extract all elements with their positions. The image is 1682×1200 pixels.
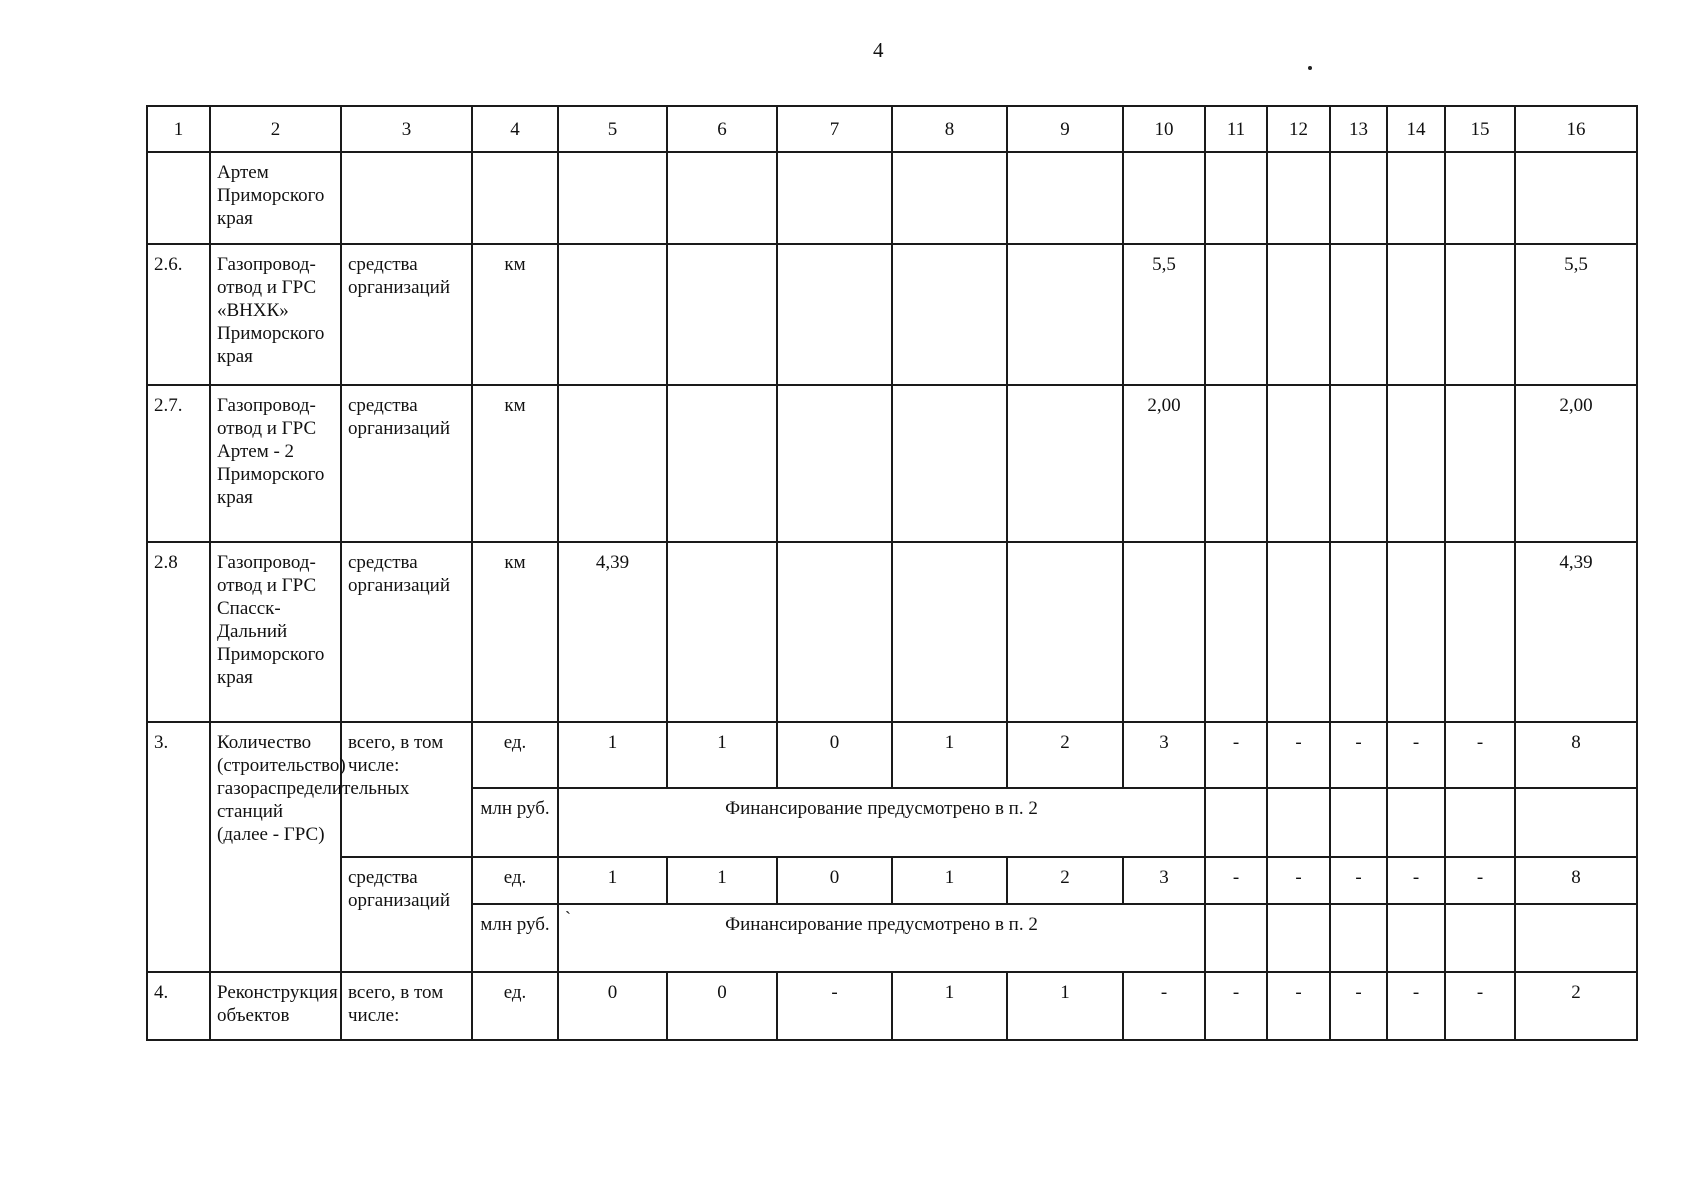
header-cell: 12 xyxy=(1267,106,1330,152)
empty-cell xyxy=(558,385,667,542)
empty-cell xyxy=(1267,152,1330,244)
row-number-cell: 2.7. xyxy=(147,385,210,542)
empty-cell xyxy=(1205,152,1267,244)
financing-note-cell: Финансирование предусмотрено в п. 2 xyxy=(558,788,1205,857)
empty-cell xyxy=(1267,542,1330,722)
empty-cell xyxy=(341,152,472,244)
header-cell: 9 xyxy=(1007,106,1123,152)
table-row-4 xyxy=(147,972,1637,1040)
empty-cell xyxy=(667,385,777,542)
value-cell: 2 xyxy=(1007,857,1123,904)
object-name-cell: Газопровод-отвод и ГРС «ВНХК» Приморского края xyxy=(210,244,341,385)
value-cell: 8 xyxy=(1515,857,1637,904)
value-cell: 0 xyxy=(667,972,777,1040)
empty-cell xyxy=(1445,244,1515,385)
value-cell: - xyxy=(1330,972,1387,1040)
empty-cell xyxy=(1387,244,1445,385)
empty-cell xyxy=(1387,152,1445,244)
empty-cell xyxy=(1515,788,1637,857)
empty-cell xyxy=(1387,788,1445,857)
value-cell: 1 xyxy=(667,857,777,904)
page-number: 4 xyxy=(873,38,884,62)
empty-cell xyxy=(1387,385,1445,542)
funding-source-cell: средства организаций xyxy=(341,244,472,385)
empty-cell xyxy=(777,244,892,385)
value-cell: 1 xyxy=(667,722,777,788)
header-cell: 15 xyxy=(1445,106,1515,152)
empty-cell xyxy=(1007,152,1123,244)
unit-cell: ед. xyxy=(472,722,558,788)
empty-cell xyxy=(892,385,1007,542)
unit-cell: млн руб. xyxy=(472,788,558,857)
empty-cell xyxy=(1515,904,1637,972)
empty-cell xyxy=(1330,152,1387,244)
empty-cell xyxy=(1330,385,1387,542)
unit-cell: км xyxy=(472,385,558,542)
empty-cell xyxy=(1330,788,1387,857)
tick-mark: ` xyxy=(565,908,571,928)
value-cell-16: 5,5 xyxy=(1515,244,1637,385)
table-row-3-org-units xyxy=(147,857,1637,904)
empty-cell xyxy=(667,152,777,244)
empty-cell xyxy=(1445,385,1515,542)
value-cell: 0 xyxy=(777,722,892,788)
funding-source-cell: средства организаций xyxy=(341,857,472,972)
empty-cell xyxy=(892,542,1007,722)
empty-cell xyxy=(1123,542,1205,722)
empty-cell xyxy=(1267,788,1330,857)
value-cell: 8 xyxy=(1515,722,1637,788)
object-name-cell: Газопровод-отвод и ГРС Спасск-Дальний Приморского края xyxy=(210,542,341,722)
row-number-cell: 3. xyxy=(147,722,210,972)
funding-source-cell: средства организаций xyxy=(341,542,472,722)
unit-cell: ед. xyxy=(472,972,558,1040)
empty-cell xyxy=(1330,244,1387,385)
header-cell: 1 xyxy=(147,106,210,152)
header-cell: 16 xyxy=(1515,106,1637,152)
value-cell: - xyxy=(1445,722,1515,788)
value-cell: - xyxy=(1445,857,1515,904)
empty-cell xyxy=(1515,152,1637,244)
row-number-cell: 2.6. xyxy=(147,244,210,385)
empty-cell xyxy=(558,244,667,385)
empty-cell xyxy=(892,244,1007,385)
table-row-3-total-units xyxy=(147,722,1637,788)
value-cell: - xyxy=(1267,857,1330,904)
stray-dot xyxy=(1308,66,1312,70)
row-number-cell xyxy=(147,152,210,244)
unit-cell: км xyxy=(472,244,558,385)
empty-cell xyxy=(1445,542,1515,722)
value-cell: - xyxy=(777,972,892,1040)
empty-cell xyxy=(777,152,892,244)
empty-cell xyxy=(1007,542,1123,722)
empty-cell xyxy=(667,244,777,385)
empty-cell xyxy=(777,385,892,542)
value-cell: - xyxy=(1267,972,1330,1040)
empty-cell xyxy=(1205,904,1267,972)
empty-cell xyxy=(1445,904,1515,972)
table-row-2-8 xyxy=(147,542,1637,722)
header-cell: 14 xyxy=(1387,106,1445,152)
row-number-cell: 2.8 xyxy=(147,542,210,722)
object-name-cell: Артем Приморского края xyxy=(210,152,341,244)
value-cell: 3 xyxy=(1123,722,1205,788)
financing-note-cell xyxy=(558,904,1205,972)
unit-cell: км xyxy=(472,542,558,722)
value-cell: 1 xyxy=(892,857,1007,904)
empty-cell xyxy=(1330,904,1387,972)
header-cell: 6 xyxy=(667,106,777,152)
value-cell-16: 4,39 xyxy=(1515,542,1637,722)
funding-source-cell: средства организаций xyxy=(341,385,472,542)
header-cell: 2 xyxy=(210,106,341,152)
header-cell: 10 xyxy=(1123,106,1205,152)
empty-cell xyxy=(1007,244,1123,385)
value-cell: - xyxy=(1387,857,1445,904)
header-row xyxy=(147,106,1637,152)
financing-note-text: Финансирование предусмотрено в п. 2 xyxy=(725,914,1038,935)
value-cell: - xyxy=(1330,722,1387,788)
funding-source-cell: всего, в том числе: xyxy=(341,972,472,1040)
empty-cell xyxy=(1123,152,1205,244)
table-row-2-7 xyxy=(147,385,1637,542)
header-cell: 5 xyxy=(558,106,667,152)
value-cell: 1 xyxy=(558,722,667,788)
value-cell-5: 4,39 xyxy=(558,542,667,722)
funding-source-cell: всего, в том числе: xyxy=(341,722,472,857)
value-cell-10: 5,5 xyxy=(1123,244,1205,385)
empty-cell xyxy=(892,152,1007,244)
unit-cell: млн руб. xyxy=(472,904,558,972)
empty-cell xyxy=(1205,542,1267,722)
row-number-cell: 4. xyxy=(147,972,210,1040)
value-cell: 0 xyxy=(777,857,892,904)
data-table xyxy=(146,105,1638,1041)
empty-cell xyxy=(472,152,558,244)
value-cell: 2 xyxy=(1007,722,1123,788)
object-name-cell: Газопровод-отвод и ГРС Артем - 2 Приморского края xyxy=(210,385,341,542)
value-cell: - xyxy=(1445,972,1515,1040)
empty-cell xyxy=(1267,244,1330,385)
table-row-continuation xyxy=(147,152,1637,244)
value-cell: - xyxy=(1205,722,1267,788)
empty-cell xyxy=(1387,904,1445,972)
object-name-cell: Количество (строительство) газораспределительных станций (далее - ГРС) xyxy=(210,722,341,972)
empty-cell xyxy=(1205,244,1267,385)
value-cell: - xyxy=(1123,972,1205,1040)
value-cell: 1 xyxy=(558,857,667,904)
header-cell: 4 xyxy=(472,106,558,152)
value-cell: - xyxy=(1330,857,1387,904)
value-cell-10: 2,00 xyxy=(1123,385,1205,542)
empty-cell xyxy=(1445,152,1515,244)
value-cell: 2 xyxy=(1515,972,1637,1040)
header-cell: 11 xyxy=(1205,106,1267,152)
empty-cell xyxy=(558,152,667,244)
header-cell: 3 xyxy=(341,106,472,152)
header-cell: 8 xyxy=(892,106,1007,152)
empty-cell xyxy=(1205,788,1267,857)
empty-cell xyxy=(1387,542,1445,722)
value-cell: 3 xyxy=(1123,857,1205,904)
unit-cell: ед. xyxy=(472,857,558,904)
empty-cell xyxy=(1205,385,1267,542)
empty-cell xyxy=(1330,542,1387,722)
empty-cell xyxy=(1267,904,1330,972)
empty-cell xyxy=(1007,385,1123,542)
empty-cell xyxy=(667,542,777,722)
value-cell: 0 xyxy=(558,972,667,1040)
value-cell: 1 xyxy=(892,722,1007,788)
value-cell: - xyxy=(1267,722,1330,788)
table-row-2-6 xyxy=(147,244,1637,385)
value-cell: - xyxy=(1205,972,1267,1040)
value-cell-16: 2,00 xyxy=(1515,385,1637,542)
object-name-cell: Реконструкция объектов xyxy=(210,972,341,1040)
value-cell: - xyxy=(1387,722,1445,788)
header-cell: 7 xyxy=(777,106,892,152)
value-cell: - xyxy=(1387,972,1445,1040)
empty-cell xyxy=(1267,385,1330,542)
empty-cell xyxy=(777,542,892,722)
empty-cell xyxy=(1445,788,1515,857)
header-cell: 13 xyxy=(1330,106,1387,152)
value-cell: - xyxy=(1205,857,1267,904)
value-cell: 1 xyxy=(892,972,1007,1040)
value-cell: 1 xyxy=(1007,972,1123,1040)
